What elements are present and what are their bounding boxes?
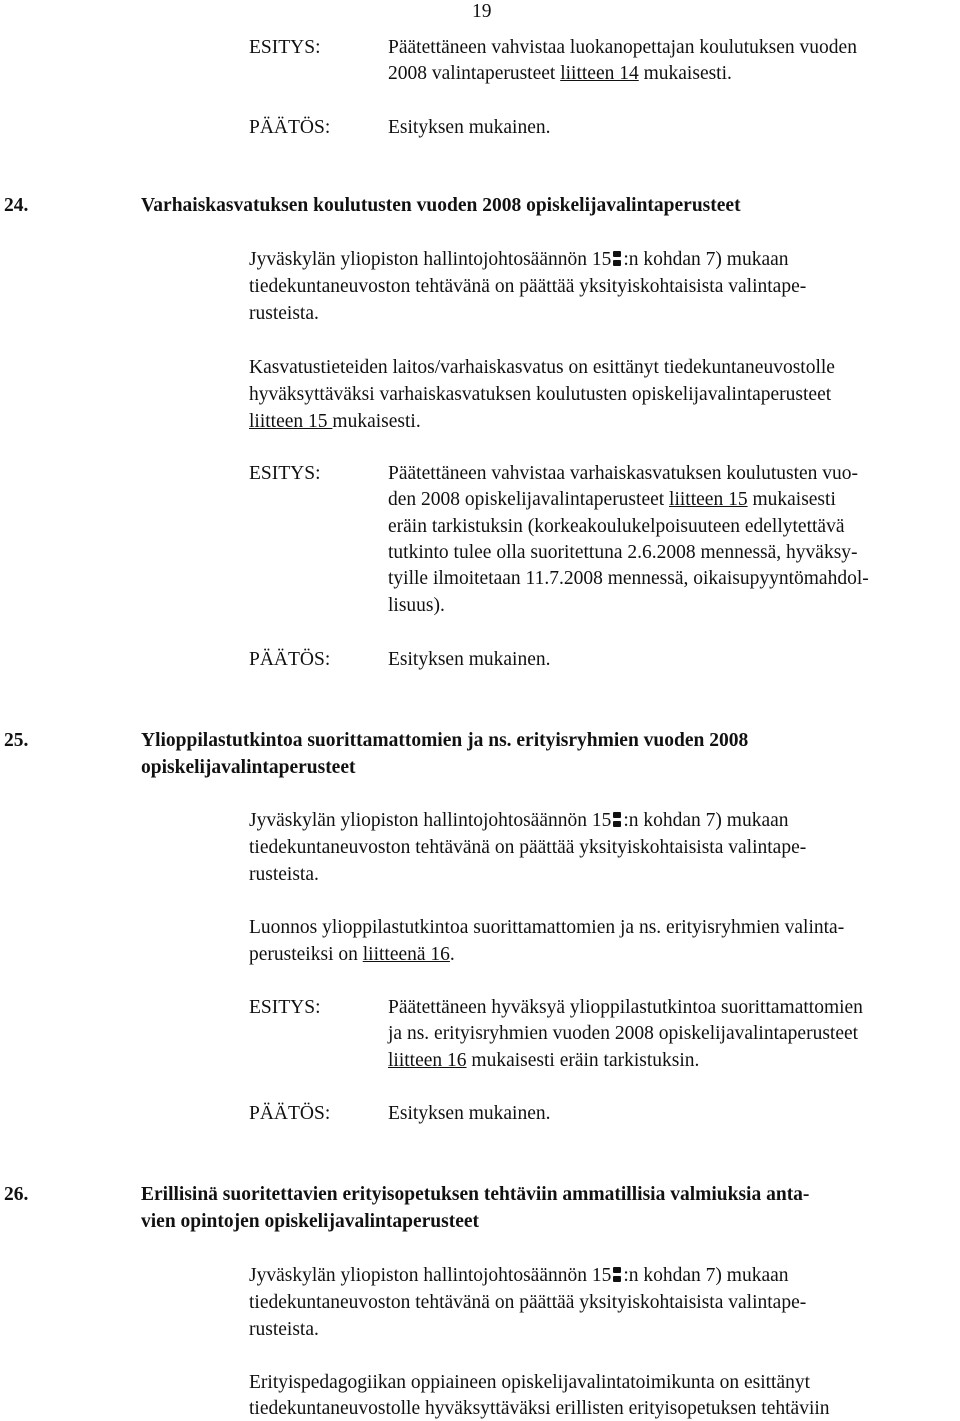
- paragraph-line: tiedekuntaneuvostolle hyväksyttäväksi erillisten erityisopetuksen tehtäviin: [249, 1398, 830, 1419]
- item-title: Ylioppilastutkintoa suorittamattomien ja ns. erityisryhmien vuoden 2008: [141, 730, 749, 751]
- text-fragment: mukaisesti eräin tarkistuksin.: [466, 1050, 700, 1071]
- item-title: opiskelijavalintaperusteet: [141, 757, 356, 778]
- paatos-text: Esityksen mukainen.: [388, 1103, 551, 1124]
- item-number: 24.: [4, 195, 29, 216]
- esitys-text-line: Päätettäneen hyväksyä ylioppilastutkintoa suorittamattomien: [388, 997, 863, 1018]
- text-fragment: perusteiksi on: [249, 944, 363, 965]
- paragraph-line: Kasvatustieteiden laitos/varhaiskasvatus on esittänyt tiedekuntaneuvostolle: [249, 357, 835, 378]
- text-fragment: mukaisesti: [747, 489, 836, 510]
- intro-line: [249, 811, 789, 831]
- text-fragment: mukaisesti.: [638, 63, 732, 84]
- esitys-text-line: eräin tarkistuksin (korkeakoulukelpoisuuteen edellytettävä: [388, 516, 845, 537]
- intro-line: [249, 250, 789, 270]
- paatos-label: PÄÄTÖS:: [249, 117, 331, 138]
- page-number: 19: [472, 1, 492, 22]
- text-fragment: Jyväskylän yliopiston hallintojohtosäännön 15: [249, 249, 612, 270]
- paatos-label: PÄÄTÖS:: [249, 1103, 331, 1124]
- esitys-text-line: ja ns. erityisryhmien vuoden 2008 opiskelijavalintaperusteet: [388, 1023, 859, 1044]
- esitys-text-line: Päätettäneen vahvistaa varhaiskasvatuksen koulutusten vuo-: [388, 463, 859, 484]
- paragraph-line: Erityispedagogiikan oppiaineen opiskelijavalintatoimikunta on esittänyt: [249, 1372, 811, 1393]
- esitys-text-line: [388, 1051, 699, 1071]
- esitys-label: ESITYS:: [249, 997, 321, 1018]
- paatos-label: PÄÄTÖS:: [249, 649, 331, 670]
- intro-line: rusteista.: [249, 303, 319, 324]
- attachment-link[interactable]: liitteen 14: [560, 63, 639, 84]
- item-number: 26.: [4, 1184, 29, 1205]
- item-title: Erillisinä suoritettavien erityisopetuksen tehtäviin ammatillisia valmiuksia anta-: [141, 1184, 810, 1205]
- intro-line: rusteista.: [249, 864, 319, 885]
- intro-line: rusteista.: [249, 1319, 319, 1340]
- text-fragment: den 2008 opiskelijavalintaperusteet: [388, 489, 670, 510]
- esitys-text-line: lisuus).: [388, 595, 445, 616]
- text-fragment: Jyväskylän yliopiston hallintojohtosäännön 15: [249, 1265, 612, 1286]
- item-title: Varhaiskasvatuksen koulutusten vuoden 2008 opiskelijavalintaperusteet: [141, 195, 741, 216]
- text-fragment: mukaisesti.: [332, 411, 421, 432]
- paragraph-line: [249, 412, 421, 432]
- intro-line: [249, 1266, 789, 1286]
- intro-line: tiedekuntaneuvoston tehtävänä on päättää yksityiskohtaisista valintape-: [249, 1292, 807, 1313]
- esitys-label: ESITYS:: [249, 463, 321, 484]
- text-fragment: :n kohdan 7) mukaan: [623, 249, 789, 270]
- esitys-text-line: [388, 64, 732, 84]
- paragraph-line: [249, 945, 455, 965]
- text-fragment: .: [449, 944, 455, 965]
- paatos-text: Esityksen mukainen.: [388, 117, 551, 138]
- paragraph-line: hyväksyttäväksi varhaiskasvatuksen koulutusten opiskelijavalintaperusteet: [249, 384, 832, 405]
- section-sign-icon: [612, 1266, 622, 1284]
- item-number: 25.: [4, 730, 29, 751]
- text-fragment: :n kohdan 7) mukaan: [623, 810, 789, 831]
- section-sign-icon: [612, 250, 622, 268]
- paragraph-line: Luonnos ylioppilastutkintoa suorittamattomien ja ns. erityisryhmien valinta-: [249, 917, 845, 938]
- attachment-link[interactable]: liitteenä 16: [362, 944, 450, 965]
- text-fragment: 2008 valintaperusteet: [388, 63, 561, 84]
- item-title: vien opintojen opiskelijavalintaperusteet: [141, 1211, 480, 1232]
- esitys-text-line: tyille ilmoitetaan 11.7.2008 mennessä, oikaisupyyntömahdol-: [388, 568, 869, 589]
- intro-line: tiedekuntaneuvoston tehtävänä on päättää yksityiskohtaisista valintape-: [249, 837, 807, 858]
- paatos-text: Esityksen mukainen.: [388, 649, 551, 670]
- attachment-link[interactable]: liitteen 16: [388, 1050, 467, 1071]
- esitys-label: ESITYS:: [249, 37, 321, 58]
- intro-line: tiedekuntaneuvoston tehtävänä on päättää yksityiskohtaisista valintape-: [249, 276, 807, 297]
- attachment-link[interactable]: liitteen 15: [249, 411, 333, 432]
- esitys-text-line: tutkinto tulee olla suoritettuna 2.6.2008 mennessä, hyväksy-: [388, 542, 858, 563]
- esitys-text-line: Päätettäneen vahvistaa luokanopettajan koulutuksen vuoden: [388, 37, 857, 58]
- esitys-text-line: [388, 490, 836, 510]
- attachment-link[interactable]: liitteen 15: [669, 489, 748, 510]
- text-fragment: Jyväskylän yliopiston hallintojohtosäännön 15: [249, 810, 612, 831]
- text-fragment: :n kohdan 7) mukaan: [623, 1265, 789, 1286]
- section-sign-icon: [612, 811, 622, 829]
